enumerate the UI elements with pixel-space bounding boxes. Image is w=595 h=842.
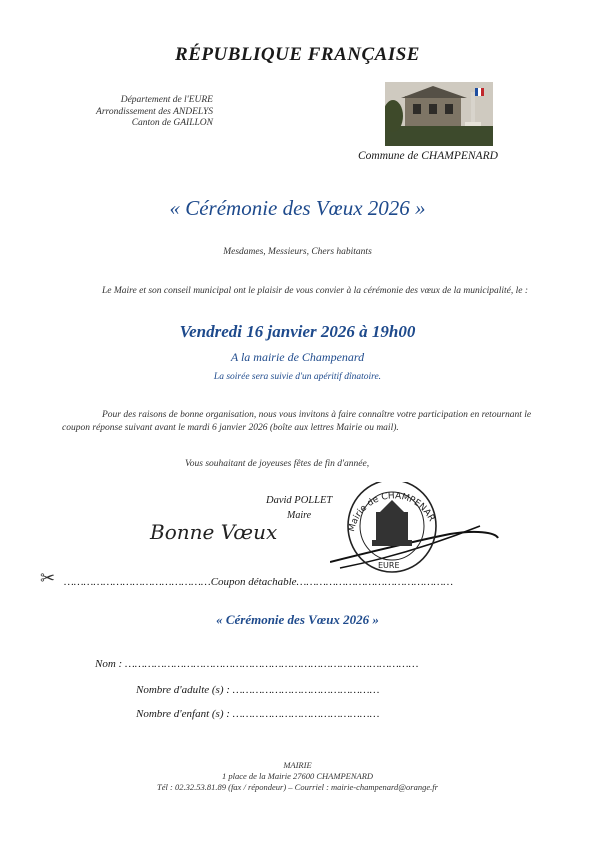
page-title: RÉPUBLIQUE FRANÇAISE (175, 44, 420, 65)
stamp-top-text: Mairie de CHAMPENAR (347, 491, 437, 533)
children-count-field: Nombre d'enfant (s) : ……………………………………… (136, 708, 380, 720)
footer-address: 1 place de la Mairie 27600 CHAMPENARD (221, 771, 374, 781)
footer-contact: Tél : 02.32.53.81.89 (fax / répondeur) – Courriel : mairie-champenard@orange.fr (157, 782, 438, 792)
mayor-name: David POLLET (266, 495, 333, 506)
handwritten-wishes: Bonne Vœux (150, 520, 278, 544)
footer (0, 760, 595, 793)
town-hall-photo (385, 82, 493, 146)
coupon-divider: ………………………………………Coupon détachable………………………………………… (64, 576, 454, 588)
aperitif-note: La soirée sera suivie d'un apéritif dînatoire. (213, 372, 382, 382)
wishes-text: Vous souhaitant de joyeuses fêtes de fin d'année, (185, 459, 370, 469)
scissors-icon: ✂ (40, 568, 56, 588)
canton-label: Canton de GAILLON (131, 118, 213, 128)
stamp-bottom-text: EURE (378, 561, 400, 570)
coupon-title: « Cérémonie des Vœux 2026 » (216, 612, 379, 627)
name-field: Nom : ……………………………………………………………………………… (95, 658, 419, 670)
greeting-text: Mesdames, Messieurs, Chers habitants (223, 247, 372, 257)
administrative-block (78, 95, 213, 130)
event-place: A la mairie de Champenard (230, 350, 365, 364)
footer-mairie: MAIRIE (283, 760, 312, 770)
ceremony-title: « Cérémonie des Vœux 2026 » (169, 196, 426, 220)
organisation-paragraph: Pour des raisons de bonne organisation, nous vous invitons à faire connaître votre participation en retournant le coupon réponse suivant avant le mardi 6 janvier 2026 (boîte aux lettres Mairie ou mail). (62, 410, 532, 433)
mayor-role: Maire (287, 510, 312, 521)
event-date: Vendredi 16 janvier 2026 à 19h00 (179, 322, 416, 341)
intro-paragraph: Le Maire et son conseil municipal ont le plaisir de vous convier à la cérémonie des vœux de la municipalité, le : (102, 286, 528, 296)
adults-count-field: Nombre d'adulte (s) : ……………………………………… (136, 684, 380, 696)
department-label: Département de l'EURE (120, 95, 213, 105)
town-hall-image (385, 82, 493, 146)
arrondissement-label: Arrondissement des ANDELYS (96, 106, 213, 117)
commune-label: Commune de CHAMPENARD (358, 150, 498, 162)
